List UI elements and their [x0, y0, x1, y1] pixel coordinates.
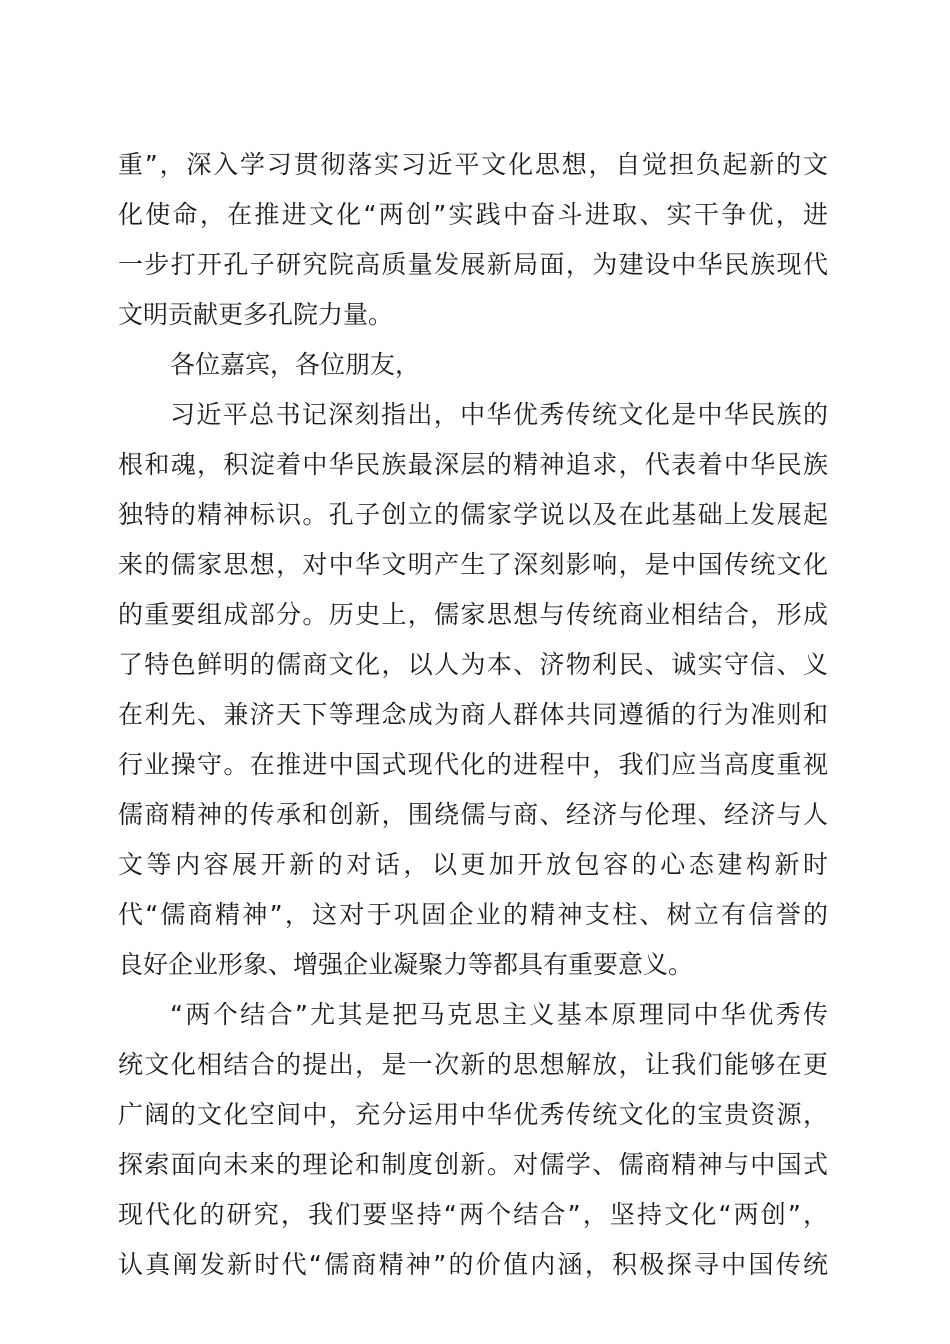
text-line: 在利先、兼济天下等理念成为商人群体共同遵循的行为准则和 — [118, 700, 828, 729]
text-line: 代“儒商精神”，这对于巩固企业的精神支柱、树立有信誉的 — [118, 900, 828, 929]
text-line: 重”，深入学习贯彻落实习近平文化思想，自觉担负起新的文 — [118, 150, 828, 179]
paragraph-4 — [118, 990, 828, 1290]
text-line: 儒商精神的传承和创新，围绕儒与商、经济与伦理、经济与人 — [118, 800, 828, 829]
body-text — [118, 140, 828, 1290]
text-line: “两个结合”尤其是把马克思主义基本原理同中华优秀传 — [170, 1000, 828, 1029]
text-line: 的重要组成部分。历史上，儒家思想与传统商业相结合，形成 — [118, 600, 828, 629]
text-line: 各位嘉宾，各位朋友， — [170, 350, 421, 379]
text-line: 来的儒家思想，对中华文明产生了深刻影响，是中国传统文化 — [118, 550, 828, 579]
text-line: 习近平总书记深刻指出，中华优秀传统文化是中华民族的 — [170, 400, 828, 429]
text-line: 根和魂，积淀着中华民族最深层的精神追求，代表着中华民族 — [118, 450, 828, 479]
text-line: 广阔的文化空间中，充分运用中华优秀传统文化的宝贵资源， — [118, 1100, 828, 1129]
text-line: 了特色鲜明的儒商文化，以人为本、济物利民、诚实守信、义 — [118, 650, 828, 679]
text-line: 文等内容展开新的对话，以更加开放包容的心态建构新时 — [118, 850, 828, 879]
text-line: 认真阐发新时代“儒商精神”的价值内涵，积极探寻中国传统 — [118, 1250, 828, 1279]
text-line: 化使命，在推进文化“两创”实践中奋斗进取、实干争优，进 — [118, 200, 828, 229]
text-line: 一步打开孔子研究院高质量发展新局面，为建设中华民族现代 — [118, 250, 828, 279]
text-line: 文明贡献更多孔院力量。 — [118, 300, 394, 329]
text-line: 独特的精神标识。孔子创立的儒家学说以及在此基础上发展起 — [118, 500, 828, 529]
text-line: 探索面向未来的理论和制度创新。对儒学、儒商精神与中国式 — [118, 1150, 828, 1179]
paragraph-3 — [118, 390, 828, 990]
text-line: 现代化的研究，我们要坚持“两个结合”，坚持文化“两创”， — [118, 1200, 828, 1229]
paragraph-1 — [118, 140, 828, 340]
text-line: 良好企业形象、增强企业凝聚力等都具有重要意义。 — [118, 950, 694, 979]
paragraph-2 — [118, 340, 828, 390]
text-line: 行业操守。在推进中国式现代化的进程中，我们应当高度重视 — [118, 750, 828, 779]
text-line: 统文化相结合的提出，是一次新的思想解放，让我们能够在更 — [118, 1050, 828, 1079]
